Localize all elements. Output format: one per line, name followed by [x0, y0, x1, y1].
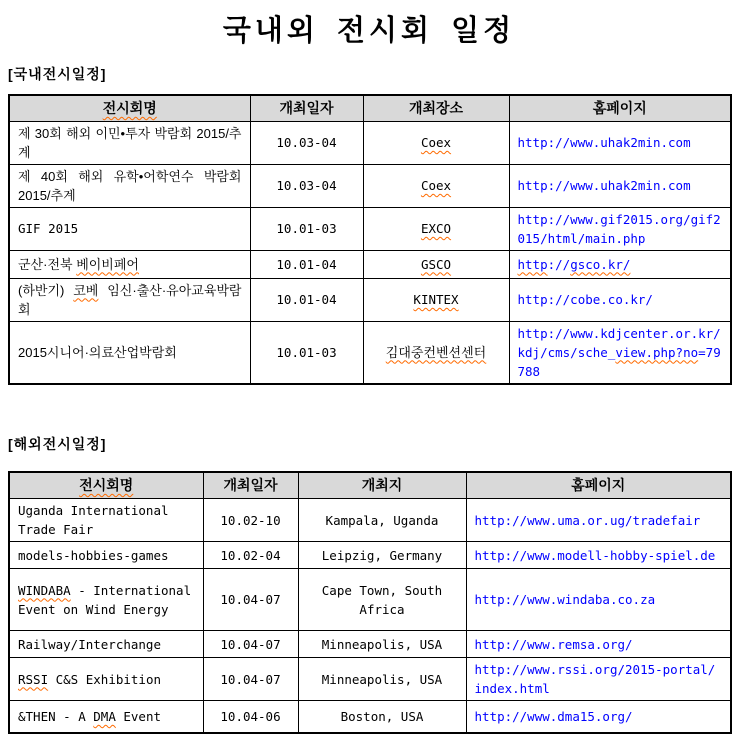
date-cell: 10.02-10: [203, 499, 298, 542]
location-cell: Minneapolis, USA: [298, 631, 466, 658]
venue-cell: EXCO: [363, 207, 509, 250]
exhibition-name-cell: RSSI C&S Exhibition: [9, 658, 203, 701]
header-date: 개최일자: [203, 472, 298, 499]
table-row: [9, 164, 731, 207]
homepage-link[interactable]: http://www.uhak2min.com: [517, 135, 691, 150]
venue-cell: KINTEX: [363, 278, 509, 321]
homepage-cell: [466, 569, 731, 631]
homepage-cell: [509, 121, 731, 164]
date-cell: 10.04-07: [203, 658, 298, 701]
date-cell: 10.01-04: [250, 250, 363, 278]
exhibition-name-cell: 군산·전북 베이비페어: [9, 250, 250, 278]
homepage-link[interactable]: http://www.windaba.co.za: [474, 592, 656, 607]
header-homepage: 홈페이지: [509, 95, 731, 121]
exhibition-name-cell: models-hobbies-games: [9, 542, 203, 569]
homepage-link[interactable]: http://www.remsa.org/: [474, 636, 633, 652]
venue-cell: 김대중컨벤션센터: [363, 321, 509, 384]
venue-cell: Coex: [363, 164, 509, 207]
table-row: [9, 631, 731, 658]
overseas-section-label: [해외전시일정]: [8, 435, 107, 452]
table-row: [9, 121, 731, 164]
homepage-cell: [466, 499, 731, 542]
date-cell: 10.02-04: [203, 542, 298, 569]
header-date: 개최일자: [250, 95, 363, 121]
header-exhibition-name: 전시회명: [9, 95, 250, 121]
exhibition-name-cell: 2015시니어·의료산업박람회: [9, 321, 250, 384]
location-cell: Kampala, Uganda: [298, 499, 466, 542]
exhibition-name-cell: &THEN - A DMA Event: [9, 701, 203, 733]
date-cell: 10.01-03: [250, 321, 363, 384]
homepage-cell: [509, 164, 731, 207]
homepage-link[interactable]: http://gsco.kr/: [517, 256, 631, 272]
table-row: [9, 569, 731, 631]
date-cell: 10.01-03: [250, 207, 363, 250]
table-row: [9, 701, 731, 733]
homepage-cell: [509, 321, 731, 384]
homepage-cell: [509, 207, 731, 250]
table-row: [9, 499, 731, 542]
homepage-link[interactable]: http://www.uma.or.ug/tradefair: [474, 512, 701, 528]
exhibition-name-cell: GIF 2015: [9, 207, 250, 250]
date-cell: 10.03-04: [250, 121, 363, 164]
table-row: [9, 250, 731, 278]
location-cell: Boston, USA: [298, 701, 466, 733]
homepage-cell: [509, 278, 731, 321]
venue-cell: Coex: [363, 121, 509, 164]
homepage-link[interactable]: http://www.uhak2min.com: [517, 178, 691, 193]
table-row: [9, 278, 731, 321]
domestic-section-label: [국내전시일정]: [8, 66, 107, 82]
table-row: [9, 207, 731, 250]
table-row: [9, 321, 731, 384]
header-location: 개최지: [298, 472, 466, 499]
page-title: 국내외 전시회 일정: [222, 15, 516, 47]
header-homepage: 홈페이지: [466, 472, 731, 499]
venue-cell: GSCO: [363, 250, 509, 278]
location-cell: Cape Town, South Africa: [298, 569, 466, 631]
overseas-exhibition-table: [8, 471, 732, 734]
table-header-row: [9, 95, 731, 121]
homepage-cell: [509, 250, 731, 278]
table-header-row: [9, 472, 731, 499]
date-cell: 10.04-06: [203, 701, 298, 733]
table-row: [9, 658, 731, 701]
exhibition-name-cell: 제 40회 해외 유학•어학연수 박람회 2015/추계: [9, 164, 250, 207]
date-cell: 10.03-04: [250, 164, 363, 207]
homepage-cell: [466, 542, 731, 569]
exhibition-name-cell: 제 30회 해외 이민•투자 박람회 2015/추계: [9, 121, 250, 164]
homepage-cell: [466, 701, 731, 733]
homepage-link[interactable]: http://cobe.co.kr/: [517, 292, 653, 307]
table-row: [9, 542, 731, 569]
date-cell: 10.04-07: [203, 569, 298, 631]
homepage-cell: [466, 658, 731, 701]
location-cell: Minneapolis, USA: [298, 658, 466, 701]
location-cell: Leipzig, Germany: [298, 542, 466, 569]
header-exhibition-name: 전시회명: [9, 472, 203, 499]
exhibition-name-cell: (하반기) 코베 임신·출산·유아교육박람회: [9, 278, 250, 321]
homepage-link[interactable]: http://www.gif2015.org/gif2015/html/main.php: [517, 211, 721, 246]
exhibition-name-cell: WINDABA - International Event on Wind Energy: [9, 569, 203, 631]
date-cell: 10.04-07: [203, 631, 298, 658]
homepage-link[interactable]: http://www.kdjcenter.or.kr/kdj/cms/sche_view.php?no=79788: [517, 325, 721, 379]
exhibition-name-cell: Uganda International Trade Fair: [9, 499, 203, 542]
domestic-exhibition-table: [8, 94, 732, 385]
header-venue: 개최장소: [363, 95, 509, 121]
homepage-cell: [466, 631, 731, 658]
date-cell: 10.01-04: [250, 278, 363, 321]
homepage-link[interactable]: http://www.rssi.org/2015-portal/index.html: [474, 662, 716, 696]
homepage-link[interactable]: http://www.dma15.org/: [474, 708, 633, 724]
exhibition-name-cell: Railway/Interchange: [9, 631, 203, 658]
homepage-link[interactable]: http://www.modell-hobby-spiel.de: [474, 547, 716, 563]
